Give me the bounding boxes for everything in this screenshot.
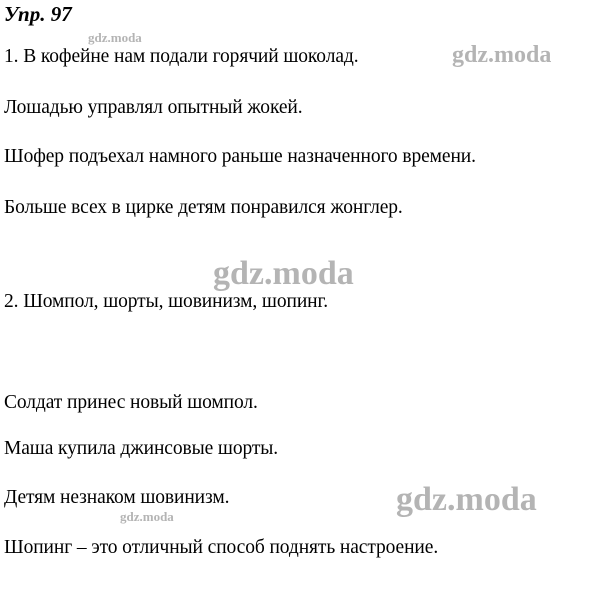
watermark: gdz.moda bbox=[213, 255, 354, 292]
sentence-line: Детям незнаком шовинизм. bbox=[4, 487, 230, 508]
sentence-line: Солдат принес новый шомпол. bbox=[4, 392, 258, 413]
sentence-line: Больше всех в цирке детям понравился жонглер. bbox=[4, 197, 403, 218]
sentence-line: Маша купила джинсовые шорты. bbox=[4, 438, 279, 459]
sentence-line: 1. В кофейне нам подали горячий шоколад. bbox=[4, 46, 359, 67]
watermark: gdz.moda bbox=[120, 509, 174, 524]
word-list-line: 2. Шомпол, шорты, шовинизм, шопинг. bbox=[4, 291, 328, 312]
watermark: gdz.moda bbox=[88, 30, 142, 45]
sentence-line: Лошадью управлял опытный жокей. bbox=[4, 97, 303, 118]
watermark: gdz.moda bbox=[396, 481, 537, 518]
watermark: gdz.moda bbox=[452, 42, 552, 68]
exercise-title: Упр. 97 bbox=[4, 2, 72, 26]
sentence-line: Шопинг – это отличный способ поднять настроение. bbox=[4, 537, 439, 558]
sentence-line: Шофер подъехал намного раньше назначенного времени. bbox=[4, 146, 476, 167]
